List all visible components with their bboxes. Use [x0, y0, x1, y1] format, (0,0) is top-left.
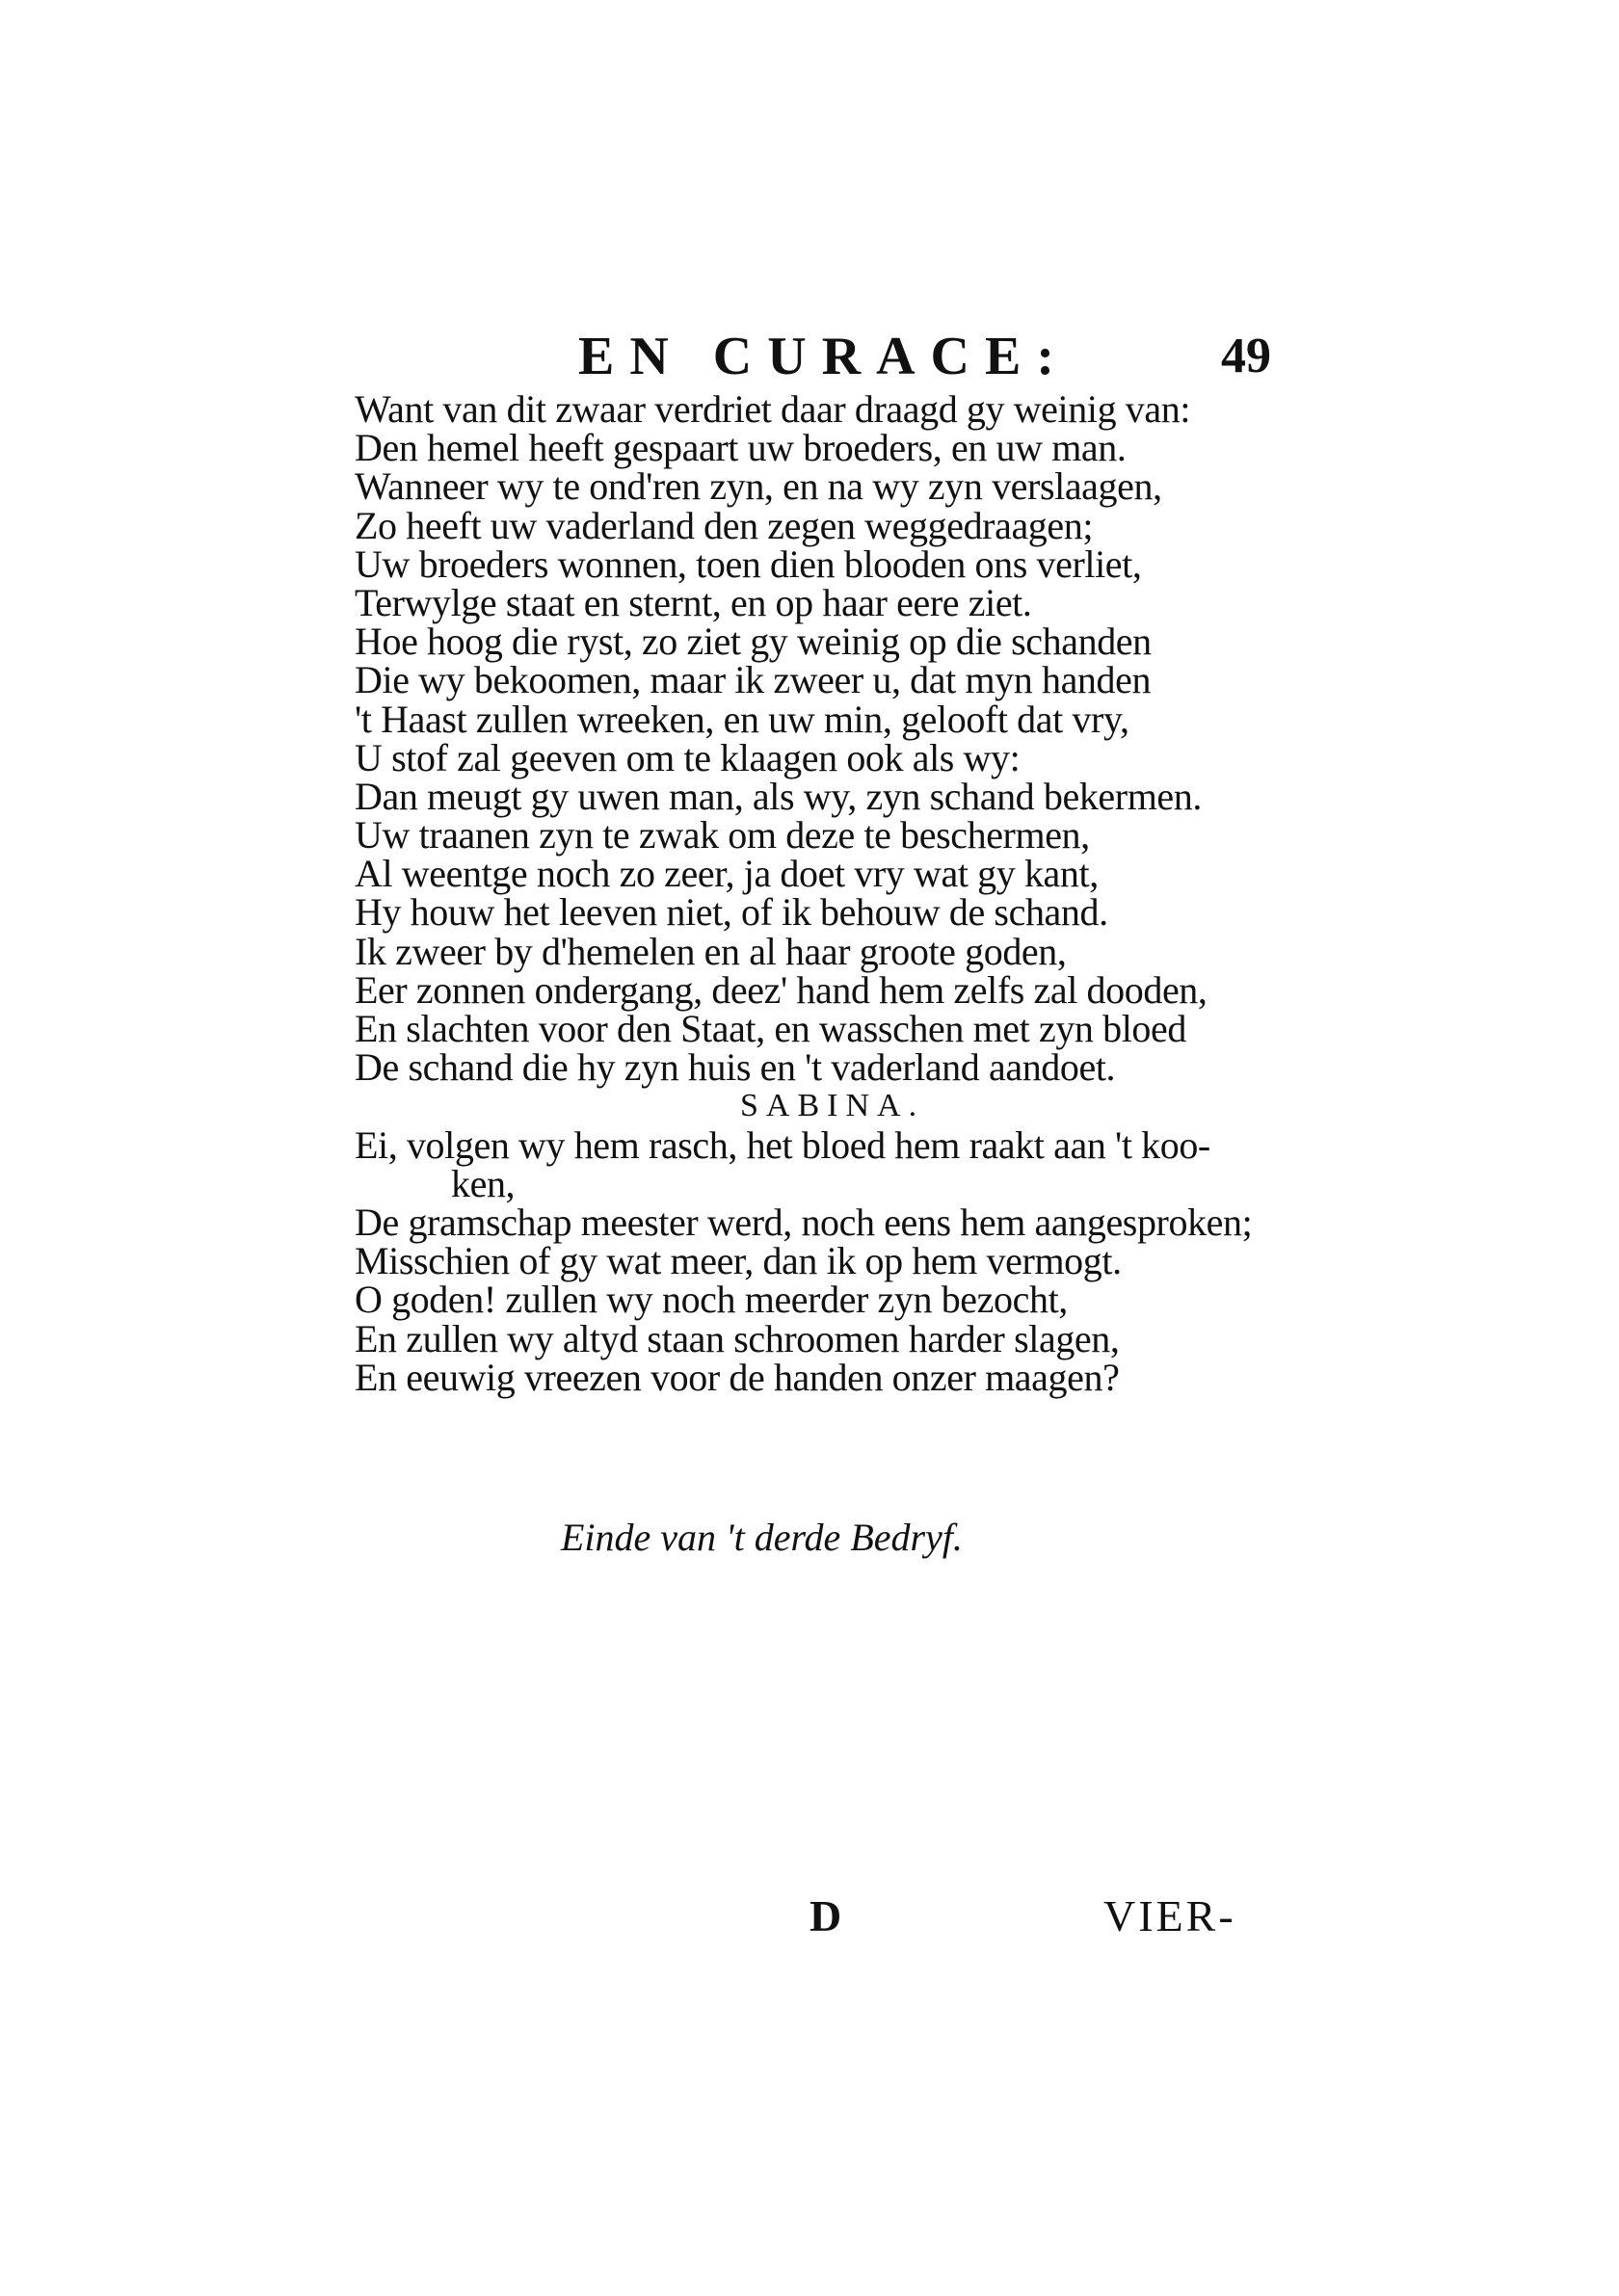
verse-line: Eer zonnen ondergang, deez' hand hem zelfs zal dooden, [355, 967, 1208, 1012]
verse-line: Al weentge noch zo zeer, ja doet vry wat gy kant, [355, 852, 1099, 896]
verse-line: De schand die hy zyn huis en 't vaderland aandoet. [355, 1045, 1116, 1090]
verse-block [355, 387, 1280, 1399]
verse-line: En zullen wy altyd staan schroomen harder slagen, [355, 1316, 1120, 1360]
signature-mark: D [810, 1891, 842, 1940]
verse-line: Dan meugt gy uwen man, als wy, zyn schand bekermen. [355, 774, 1202, 818]
page-number: 49 [1221, 329, 1271, 383]
verse-line: Zo heeft uw vaderland den zegen weggedraagen; [355, 503, 1094, 547]
act-end-note: Einde van 't derde Bedryf. [561, 1516, 963, 1559]
verse-line: Uw broeders wonnen, toen dien blooden ons verliet, [355, 541, 1142, 586]
verse-line: En eeuwig vreezen voor de handen onzer maagen? [355, 1355, 1120, 1399]
verse-line: Den hemel heeft gespaart uw broeders, en uw man. [355, 426, 1127, 470]
running-title: EN CURACE: [578, 327, 1070, 386]
verse-line: Want van dit zwaar verdriet daar draagd gy weinig van: [355, 387, 1191, 431]
verse-line: Hy houw het leeven niet, of ik behouw de schand. [355, 890, 1108, 935]
speaker-name: SABINA. [740, 1088, 925, 1124]
verse-line-continuation: ken, [451, 1161, 516, 1205]
verse-line: U stof zal geeven om te klaagen ook als wy: [355, 735, 1021, 779]
verse-line: Terwylge staat en sternt, en op haar eere ziet. [355, 580, 1032, 624]
verse-line: O goden! zullen wy noch meerder zyn bezocht, [355, 1278, 1068, 1322]
verse-line: 't Haast zullen wreeken, en uw min, gelooft dat vry, [355, 697, 1129, 741]
verse-line: Ik zweer by d'hemelen en al haar groote goden, [355, 929, 1067, 973]
verse-line: Misschien of gy wat meer, dan ik op hem vermogt. [355, 1239, 1122, 1283]
verse-line: Ei, volgen wy hem rasch, het bloed hem raakt aan 't koo- [355, 1122, 1210, 1167]
catchword: VIER- [1103, 1891, 1236, 1940]
verse-line: De gramschap meester werd, noch eens hem aangesproken; [355, 1200, 1253, 1244]
verse-line: En slachten voor den Staat, en wasschen met zyn bloed [355, 1007, 1186, 1050]
verse-line: Wanneer wy te ond'ren zyn, en na wy zyn verslaagen, [355, 464, 1162, 509]
verse-line: Die wy bekoomen, maar ik zweer u, dat myn handen [355, 658, 1152, 702]
running-head [352, 326, 1277, 393]
verse-line: Hoe hoog die ryst, zo ziet gy weinig op die schanden [355, 620, 1152, 664]
verse-line: Uw traanen zyn te zwak om deze te beschermen, [355, 813, 1090, 858]
